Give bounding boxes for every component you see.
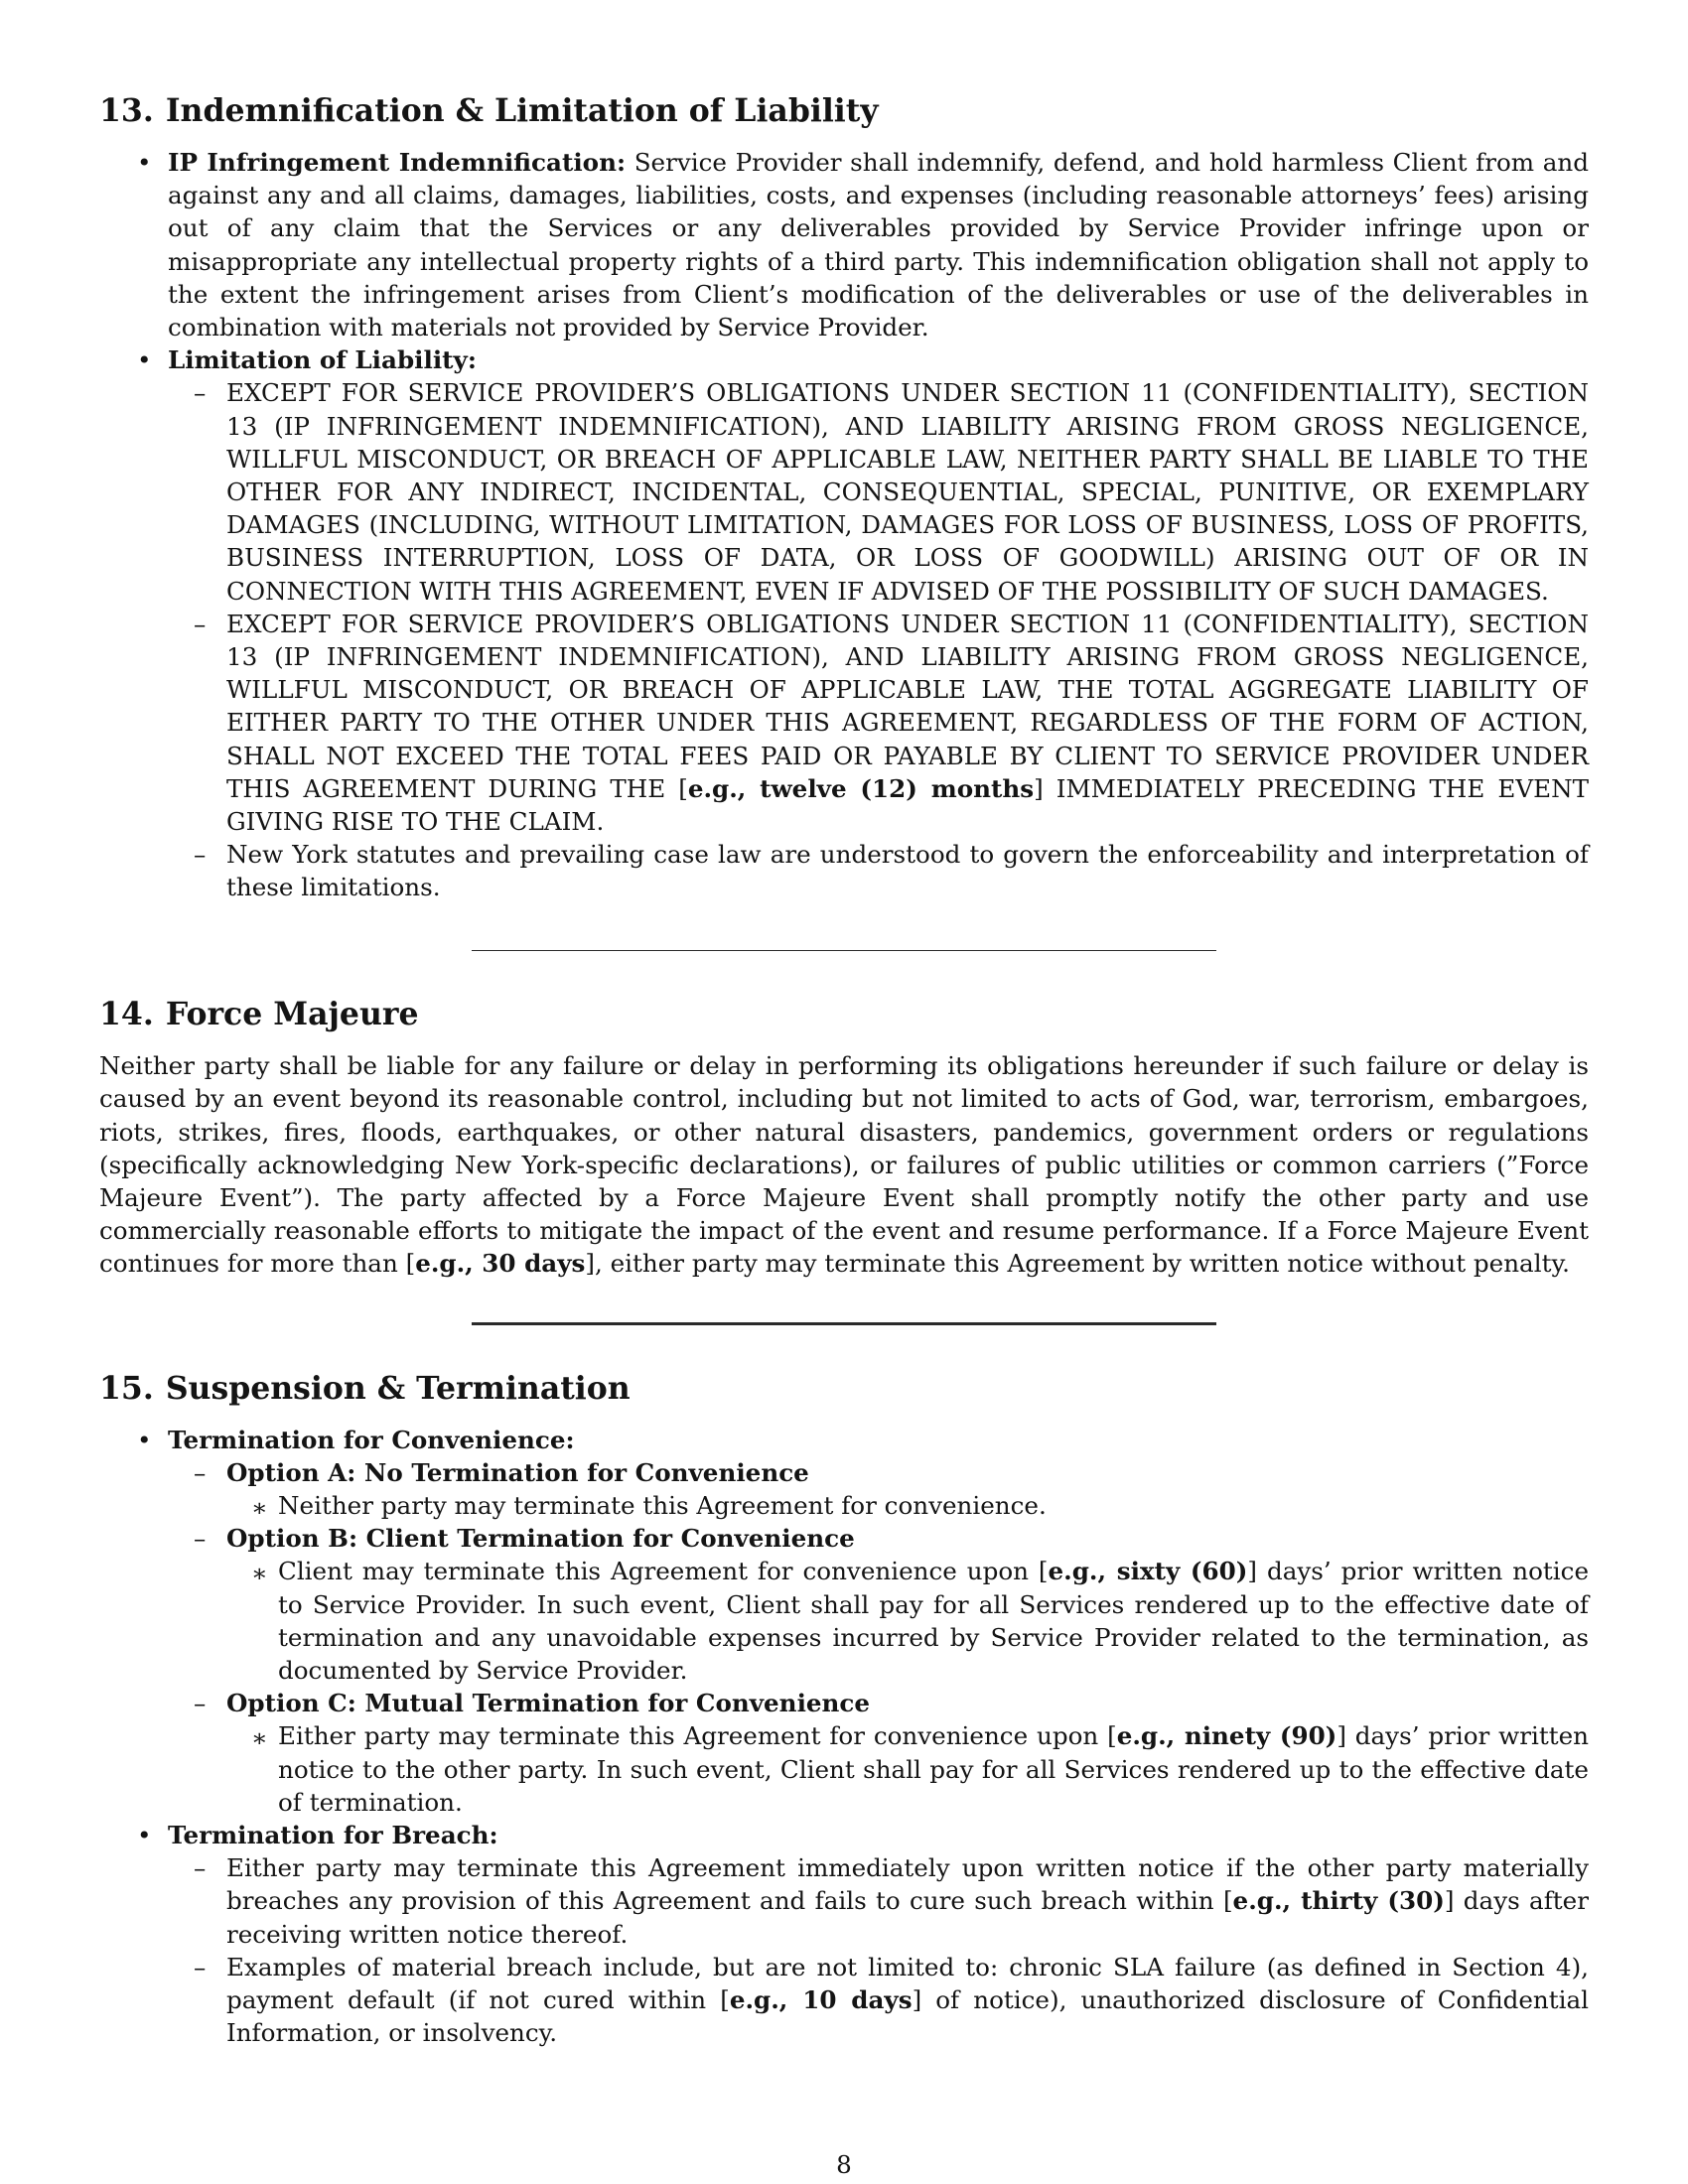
dash-marker: –	[194, 1952, 207, 1981]
section-13-list	[99, 146, 1589, 904]
list-item	[166, 838, 1589, 903]
list-item: – Examples of material breach include, but are not limited to: chronic SLA failure (as defined in Section 4), payment default (if not cured within [e.g., 10 days] of notice), unauthorized disclosure of Confidential Information, or insolvency.	[194, 1952, 1590, 2048]
ip-indemnification-text: Service Provider shall indemnify, defend, and hold harmless Client from and against any and all claims, damages, liabilities, costs, and expenses (including reasonable attorneys’ fees) arising out of any claim that the Services or any deliverables provided by Service Provider infringe upon or misappropriate any intellectual property rights of a third party. This indemnification obligation shall not apply to the extent the infringement arises from Client’s modification of the deliverables or use of the deliverables in combination with materials not provided by Service Provider.	[168, 148, 1589, 342]
dash-marker: –	[194, 609, 207, 638]
bullet-marker: •	[137, 345, 152, 375]
list-item	[99, 1819, 1589, 2049]
dash-marker: –	[194, 1853, 207, 1883]
section-15-list	[99, 1424, 1589, 2050]
list-item	[99, 343, 1589, 903]
limitation-clause-2: EXCEPT FOR SERVICE PROVIDER’S OBLIGATIONS UNDER SECTION 11 (CONFIDENTIALITY), SECTION 13 (IP INFRINGEMENT INDEMNIFICATION), AND LIABILITY ARISING FROM GROSS NEGLIGENCE, WILLFUL MISCONDUCT, OR BREACH OF APPLICABLE LAW, THE TOTAL AGGREGATE LIABILITY OF EITHER PARTY TO THE OTHER UNDER THIS AGREEMENT, REGARDLESS OF THE FORM OF ACTION, SHALL NOT EXCEED THE TOTAL FEES PAID OR PAYABLE BY CLIENT TO SERVICE PROVIDER UNDER THIS AGREEMENT DURING THE [	[226, 609, 1589, 803]
document-page	[99, 91, 1589, 2049]
limitation-clause-3: New York statutes and prevailing case law are understood to govern the enforceability and interpretation of these limitations.	[226, 840, 1589, 902]
placeholder-value: e.g., 30 days	[415, 1249, 586, 1279]
placeholder-value: e.g., twelve (12) months	[687, 773, 1035, 803]
list-item	[99, 146, 1589, 343]
option-b-sublist	[226, 1555, 1589, 1687]
dash-marker: –	[194, 1524, 207, 1554]
bullet-marker: •	[137, 148, 152, 177]
list-item	[166, 376, 1589, 607]
option-b-label: Option B: Client Termination for Convenience	[226, 1524, 855, 1554]
list-item: – Either party may terminate this Agreement immediately upon written notice if the other party materially breaches any provision of this Agreement and fails to cure such breach within [e.g., thirty (30)] days after receiving written notice thereof.	[194, 1853, 1589, 1949]
option-a-sublist	[226, 1489, 1589, 1522]
option-c-label: Option C: Mutual Termination for Convenience	[226, 1689, 871, 1718]
list-item	[166, 1522, 1589, 1687]
bullet-marker: •	[137, 1425, 152, 1454]
placeholder-value: e.g., thirty (30)	[1232, 1886, 1445, 1916]
placeholder-value: e.g., sixty (60)	[1048, 1557, 1248, 1586]
list-item: ∗ Either party may terminate this Agreement for convenience upon [e.g., ninety (90)] days’ prior written notice to the other party. In such event, Client shall pay for all Services rendered up to the effective date of termination.	[251, 1721, 1589, 1817]
bullet-marker: •	[137, 1821, 152, 1850]
section-13-heading: 13. Indemnification & Limitation of Liability	[99, 92, 879, 129]
list-item: ∗ Client may terminate this Agreement for convenience upon [e.g., sixty (60)] days’ prior written notice to Service Provider. In such event, Client shall pay for all Services rendered up to the effective date of termination and any unavoidable expenses incurred by Service Provider related to the termination, as documented by Service Provider.	[251, 1557, 1590, 1686]
placeholder-value: e.g., 10 days	[729, 1985, 913, 2015]
termination-breach-label: Termination for Breach:	[168, 1821, 498, 1850]
option-a-label: Option A: No Termination for Convenience	[226, 1457, 809, 1487]
limitation-sublist	[168, 376, 1589, 903]
dash-marker: –	[194, 1689, 207, 1718]
page-number: 8	[836, 2150, 852, 2179]
star-marker: ∗	[251, 1723, 268, 1753]
list-item	[166, 1456, 1589, 1522]
convenience-options	[168, 1456, 1589, 1819]
limitation-clause-1: EXCEPT FOR SERVICE PROVIDER’S OBLIGATIONS UNDER SECTION 11 (CONFIDENTIALITY), SECTION 13 (IP INFRINGEMENT INDEMNIFICATION), AND LIABILITY ARISING FROM GROSS NEGLIGENCE, WILLFUL MISCONDUCT, OR BREACH OF APPLICABLE LAW, NEITHER PARTY SHALL BE LIABLE TO THE OTHER FOR ANY INDIRECT, INCIDENTAL, CONSEQUENTIAL, SPECIAL, PUNITIVE, OR EXEMPLARY DAMAGES (INCLUDING, WITHOUT LIMITATION, DAMAGES FOR LOSS OF BUSINESS, LOSS OF PROFITS, BUSINESS INTERRUPTION, LOSS OF DATA, OR LOSS OF GOODWILL) ARISING OUT OF OR IN CONNECTION WITH THIS AGREEMENT, EVEN IF ADVISED OF THE POSSIBILITY OF SUCH DAMAGES.	[226, 378, 1589, 606]
option-c-sublist	[226, 1719, 1589, 1819]
dash-marker: –	[194, 1457, 207, 1487]
list-item: – EXCEPT FOR SERVICE PROVIDER’S OBLIGATIONS UNDER SECTION 11 (CONFIDENTIALITY), SECTION 13 (IP INFRINGEMENT INDEMNIFICATION), AND LIABILITY ARISING FROM GROSS NEGLIGENCE, WILLFUL MISCONDUCT, OR BREACH OF APPLICABLE LAW, THE TOTAL AGGREGATE LIABILITY OF EITHER PARTY TO THE OTHER UNDER THIS AGREEMENT, REGARDLESS OF THE FORM OF ACTION, SHALL NOT EXCEED THE TOTAL FEES PAID OR PAYABLE BY CLIENT TO SERVICE PROVIDER UNDER THIS AGREEMENT DURING THE [e.g., twelve (12) months] IMMEDIATELY PRECEDING THE EVENT GIVING RISE TO THE CLAIM.	[194, 609, 1589, 837]
list-item: ∗ Neither party may terminate this Agreement for convenience.	[226, 1489, 1589, 1522]
section-14-heading: 14. Force Majeure	[99, 996, 419, 1033]
placeholder-value: e.g., ninety (90)	[1116, 1721, 1337, 1751]
limitation-of-liability-label: Limitation of Liability:	[168, 345, 477, 375]
star-marker: ∗	[251, 1559, 268, 1588]
list-item	[99, 1424, 1589, 1819]
dash-marker: –	[194, 840, 207, 870]
section-15-heading: 15. Suspension & Termination	[99, 1369, 631, 1407]
force-majeure-paragraph: Neither party shall be liable for any failure or delay in performing its obligations hereunder if such failure or delay is caused by an event beyond its reasonable control, including but not limited to acts of God, war, terrorism, embargoes, riots, strikes, fires, floods, earthquakes, or other natural disasters, pandemics, government orders or regulations (specifically acknowledging New York-specific declarations), or failures of public utilities or common carriers (”Force Majeure Event”). The party affected by a Force Majeure Event shall promptly notify the other party and use commercially reasonable efforts to mitigate the impact of the event and resume performance. If a Force Majeure Event continues for more than [e.g., 30 days], either party may terminate this Agreement by written notice without penalty.	[99, 1051, 1589, 1279]
list-item	[166, 1687, 1589, 1819]
star-marker: ∗	[251, 1493, 268, 1522]
breach-sublist	[168, 1851, 1589, 2049]
termination-convenience-label: Termination for Convenience:	[168, 1425, 575, 1454]
ip-indemnification-label: IP Infringement Indemnification:	[168, 148, 627, 177]
dash-marker: –	[194, 378, 207, 408]
